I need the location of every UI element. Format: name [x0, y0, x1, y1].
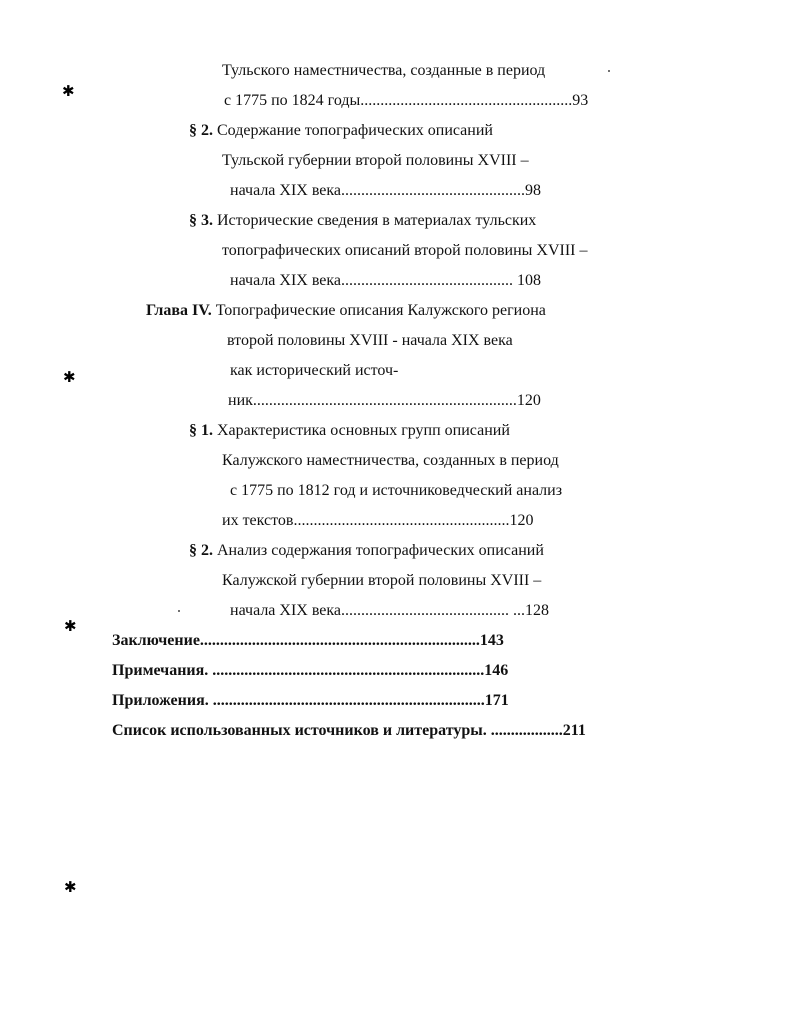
toc-line: ник..................................................................120 [228, 392, 541, 409]
toc-line: второй половины XVIII - начала XIX века [227, 332, 513, 349]
toc-notes[interactable]: Примечания. ....................................................................146 [112, 662, 509, 679]
toc-chapter-4[interactable]: Глава IV. Топографические описания Калужского региона [146, 302, 546, 319]
toc-line: с 1775 по 1824 годы.....................................................93 [224, 92, 589, 109]
speck [178, 610, 180, 612]
toc-line: Тульского наместничества, созданные в период [222, 62, 546, 79]
toc-appendices[interactable]: Приложения. ....................................................................171 [112, 692, 509, 709]
toc-line: Калужского наместничества, созданных в период [222, 452, 559, 469]
toc-section-par2[interactable]: § 2. Содержание топографических описаний [189, 122, 493, 139]
toc-line: как исторический источ- [230, 362, 399, 379]
toc-line: топографических описаний второй половины XVIII – [222, 242, 588, 259]
toc-line: начала XIX века........................................... 108 [230, 272, 542, 289]
speck [608, 70, 610, 72]
binding-hole-icon: ✱ [63, 368, 76, 386]
toc-section-par3[interactable]: § 3. Исторические сведения в материалах тульских [189, 212, 537, 229]
toc-line: начала XIX века..............................................98 [230, 182, 542, 199]
binding-hole-icon: ✱ [62, 82, 75, 100]
toc-line: Тульской губернии второй половины XVIII – [222, 152, 529, 169]
toc-bibliography[interactable]: Список использованных источников и литературы. ..................211 [112, 722, 586, 739]
toc-line: с 1775 по 1812 год и источниковедческий анализ [230, 482, 563, 499]
toc-conclusion[interactable]: Заключение......................................................................143 [112, 632, 504, 649]
toc-line: Калужской губернии второй половины XVIII – [222, 572, 542, 589]
toc-section-par2b[interactable]: § 2. Анализ содержания топографических описаний [189, 542, 544, 559]
binding-hole-icon: ✱ [64, 617, 77, 635]
toc-line: начала XIX века.......................................... ...128 [230, 602, 550, 619]
toc-line: их текстов......................................................120 [222, 512, 534, 529]
toc-section-par1[interactable]: § 1. Характеристика основных групп описаний [189, 422, 510, 439]
binding-hole-icon: ✱ [64, 878, 77, 896]
